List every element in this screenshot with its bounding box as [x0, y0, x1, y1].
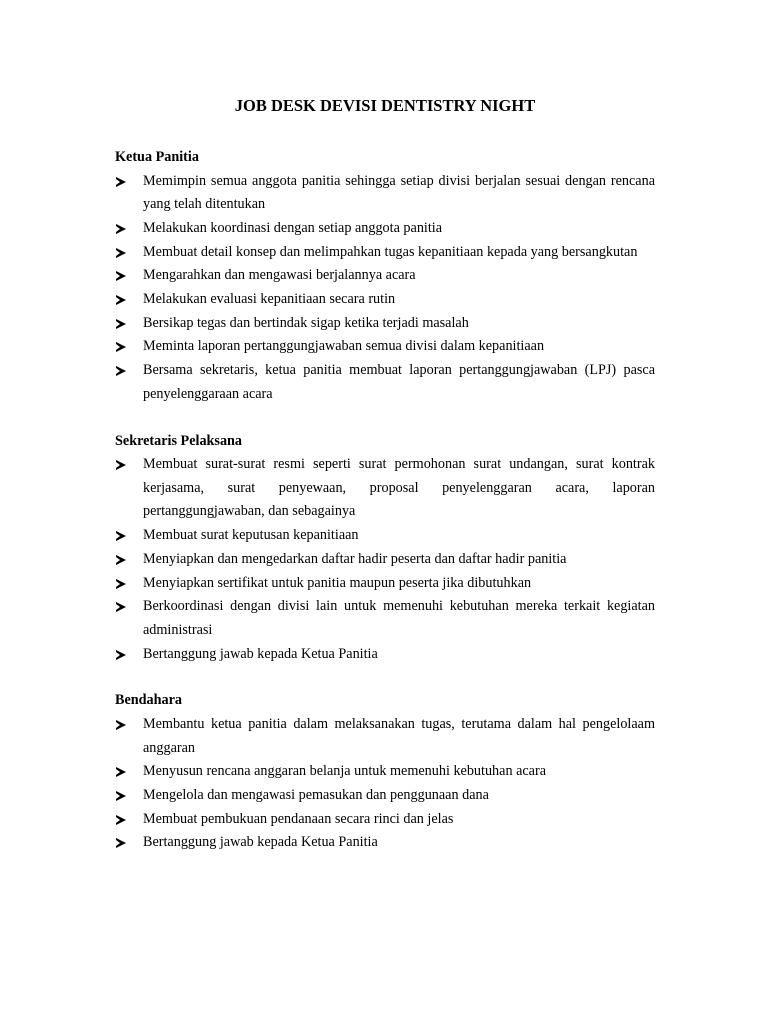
arrowhead-bullet-icon	[116, 460, 126, 470]
section-bendahara	[115, 689, 655, 855]
list-item	[115, 335, 655, 359]
list-item	[115, 595, 655, 642]
list-item-text: Bersama sekretaris, ketua panitia membuat laporan pertanggungjawaban (LPJ) pasca penyelenggaraan acara	[143, 362, 655, 402]
task-list	[115, 170, 655, 407]
arrowhead-bullet-icon	[116, 531, 126, 541]
list-item	[115, 572, 655, 596]
list-item	[115, 831, 655, 855]
arrowhead-bullet-icon	[116, 815, 126, 825]
list-item-text: Bertanggung jawab kepada Ketua Panitia	[143, 834, 378, 851]
list-item	[115, 808, 655, 832]
list-item	[115, 241, 655, 265]
list-item-text: Mengarahkan dan mengawasi berjalannya acara	[143, 267, 416, 284]
list-item-text: Menyusun rencana anggaran belanja untuk memenuhi kebutuhan acara	[143, 763, 546, 780]
arrowhead-bullet-icon	[116, 791, 126, 801]
arrowhead-bullet-icon	[116, 720, 126, 730]
list-item-text: Bersikap tegas dan bertindak sigap ketika terjadi masalah	[143, 314, 469, 331]
list-item	[115, 643, 655, 667]
arrowhead-bullet-icon	[116, 271, 126, 281]
list-item	[115, 288, 655, 312]
list-item	[115, 548, 655, 572]
section-heading: Ketua Panitia	[115, 149, 199, 165]
list-item-text: Meminta laporan pertanggungjawaban semua divisi dalam kepanitiaan	[143, 338, 545, 355]
list-item	[115, 170, 655, 217]
section-heading: Bendahara	[115, 692, 183, 709]
document-page	[115, 94, 655, 878]
arrowhead-bullet-icon	[116, 342, 126, 352]
section-heading: Sekretaris Pelaksana	[115, 432, 243, 449]
list-item	[115, 217, 655, 241]
list-item	[115, 784, 655, 808]
list-item-text: Membantu ketua panitia dalam melaksanakan tugas, terutama dalam hal pengelolaam anggaran	[143, 715, 655, 756]
list-item-text: Melakukan evaluasi kepanitiaan secara rutin	[143, 291, 396, 308]
arrowhead-bullet-icon	[116, 295, 126, 305]
arrowhead-bullet-icon	[116, 555, 126, 565]
arrowhead-bullet-icon	[116, 319, 126, 329]
arrowhead-bullet-icon	[116, 177, 126, 187]
list-item-text: Membuat surat keputusan kepanitiaan	[143, 527, 359, 544]
arrowhead-bullet-icon	[116, 579, 126, 589]
list-item	[115, 524, 655, 548]
list-item-text: Bertanggung jawab kepada Ketua Panitia	[143, 645, 378, 662]
task-list	[115, 713, 655, 855]
document-title: JOB DESK DEVISI DENTISTRY NIGHT	[234, 96, 536, 115]
arrowhead-bullet-icon	[116, 602, 126, 612]
list-item-text: Memimpin semua anggota panitia sehingga setiap divisi berjalan sesuai dengan rencana yang telah ditentukan	[143, 172, 655, 213]
section-ketua-panitia	[115, 146, 655, 407]
arrowhead-bullet-icon	[116, 248, 126, 258]
list-item	[115, 264, 655, 288]
list-item	[115, 453, 655, 524]
list-item	[115, 760, 655, 784]
list-item	[115, 312, 655, 336]
list-item-text: Membuat surat-surat resmi seperti surat permohonan surat undangan, surat kontrak kerjasama, surat penyewaan, proposal penyelenggaran acara, laporan pertanggungjawaban, dan sebagainya	[143, 456, 655, 520]
list-item-text: Membuat detail konsep dan melimpahkan tugas kepanitiaan kepada yang bersangkutan	[143, 243, 638, 260]
arrowhead-bullet-icon	[116, 224, 126, 234]
arrowhead-bullet-icon	[116, 366, 126, 376]
section-sekretaris-pelaksana	[115, 430, 655, 667]
arrowhead-bullet-icon	[116, 650, 126, 660]
list-item-text: Menyiapkan sertifikat untuk panitia maupun peserta jika dibutuhkan	[143, 574, 532, 591]
task-list	[115, 453, 655, 666]
list-item	[115, 359, 655, 406]
list-item-text: Melakukan koordinasi dengan setiap anggota panitia	[143, 219, 443, 236]
list-item	[115, 713, 655, 760]
list-item-text: Menyiapkan dan mengedarkan daftar hadir peserta dan daftar hadir panitia	[143, 550, 567, 567]
list-item-text: Mengelola dan mengawasi pemasukan dan penggunaan dana	[143, 786, 489, 803]
list-item-text: Membuat pembukuan pendanaan secara rinci dan jelas	[143, 810, 454, 827]
arrowhead-bullet-icon	[116, 767, 126, 777]
list-item-text: Berkoordinasi dengan divisi lain untuk memenuhi kebutuhan mereka terkait kegiatan administrasi	[143, 598, 655, 638]
arrowhead-bullet-icon	[116, 838, 126, 848]
